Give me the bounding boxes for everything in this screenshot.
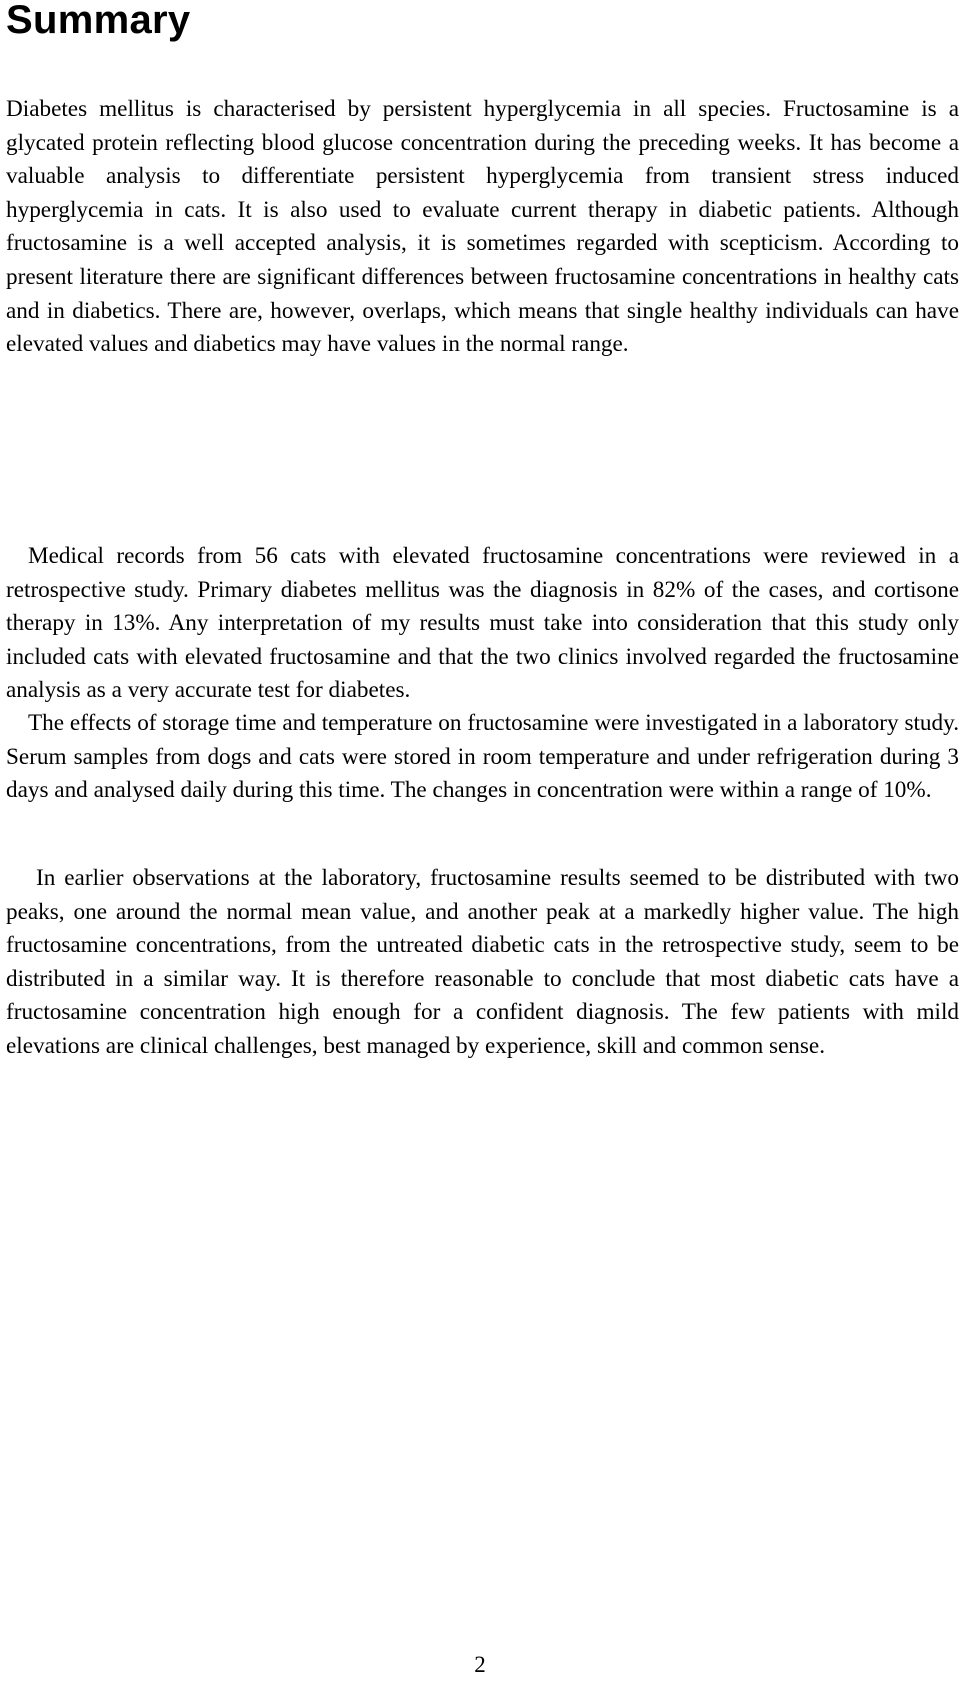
- summary-paragraph-1: Diabetes mellitus is characterised by persistent hyperglycemia in all species. Fructosamine is a glycated protein reflecting blood glucose concentration during the preceding weeks. It has become a valuable analysis to differentiate persistent hyperglycemia from transient stress induced hyperglycemia in cats. It is also used to evaluate current therapy in diabetic patients. Although fructosamine is a well accepted analysis, it is sometimes regarded with scepticism. According to present literature there are significant differences between fructosamine concentrations in healthy cats and in diabetics. There are, however, overlaps, which means that single healthy individuals can have elevated values and diabetics may have values in the normal range.: [6, 96, 959, 358]
- document-page: [6, 0, 959, 1685]
- page-number: 2: [474, 1652, 486, 1677]
- summary-paragraph-4: In earlier observations at the laboratory, fructosamine results seemed to be distributed with two peaks, one around the normal mean value, and another peak at a markedly higher value. The high fructosamine concentrations, from the untreated diabetic cats in the retrospective study, seem to be distributed in a similar way. It is therefore reasonable to conclude that most diabetic cats have a fructosamine concentration high enough for a confident diagnosis. The few patients with mild elevations are clinical challenges, best managed by experience, skill and common sense.: [6, 865, 959, 1059]
- summary-paragraph-2: Medical records from 56 cats with elevated fructosamine concentrations were reviewed in a retrospective study. Primary diabetes mellitus was the diagnosis in 82% of the cases, and cortisone therapy in 13%. Any interpretation of my results must take into consideration that this study only included cats with elevated fructosamine and that the two clinics involved regarded the fructosamine analysis as a very accurate test for diabetes.: [6, 543, 959, 704]
- page-title: Summary: [6, 0, 191, 42]
- summary-paragraph-3: The effects of storage time and temperature on fructosamine were investigated in a laboratory study. Serum samples from dogs and cats were stored in room temperature and under refrigeration during 3 days and analysed daily during this time. The changes in concentration were within a range of 10%.: [6, 710, 959, 804]
